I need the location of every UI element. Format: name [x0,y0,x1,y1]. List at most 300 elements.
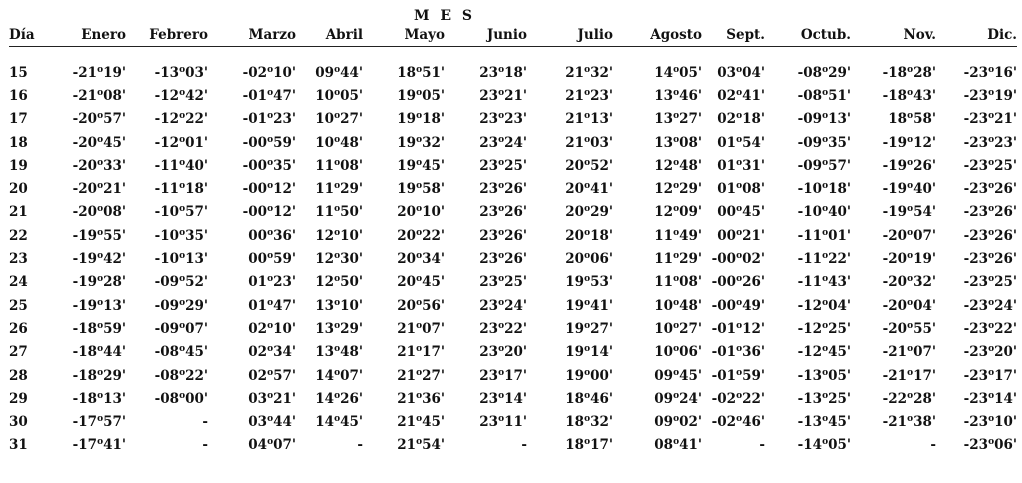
declination-cell: 03$^o$44' [248,414,296,431]
degree-sign: o [988,227,995,238]
declination-cell: -08$^o$29' [797,64,851,81]
degree-sign: o [416,274,423,285]
degree-sign: o [907,181,914,192]
declination-cell: 01$^o$54' [717,134,765,151]
degree-sign: o [736,274,743,285]
column-header-octub: Octub. [765,24,851,47]
degree-sign: o [267,437,274,448]
degree-sign: o [97,204,104,215]
degree-sign: o [584,134,591,145]
table-row [9,224,1017,247]
table-row [9,434,1017,457]
declination-cell: 21$^o$13' [565,111,613,128]
declination-cell: 09$^o$02' [654,414,702,431]
declination-cell: -19$^o$26' [882,157,936,174]
declination-cell: -23$^o$26' [963,251,1017,268]
declination-cell: 10$^o$05' [315,87,363,104]
declination-cell: - [202,414,208,431]
degree-sign: o [673,204,680,215]
table-row [9,317,1017,340]
declination-cell: 23$^o$17' [479,367,527,384]
degree-sign: o [267,227,274,238]
declination-cell: 02$^o$34' [248,344,296,361]
declination-cell: -17$^o$57' [72,414,126,431]
declination-cell: -01$^o$36' [711,344,765,361]
declination-cell: - [357,437,363,454]
column-header-agosto: Agosto [613,24,702,47]
declination-cell: -00$^o$12' [242,204,296,221]
degree-sign: o [334,414,341,425]
declination-cell: 20$^o$52' [565,157,613,174]
declination-cell: -23$^o$16' [963,64,1017,81]
day-cell: 15 [9,64,28,81]
declination-cell: -10$^o$57' [154,204,208,221]
declination-cell: -12$^o$25' [797,320,851,337]
declination-cell: 21$^o$32' [565,64,613,81]
degree-sign: o [584,297,591,308]
declination-cell: -23$^o$17' [963,367,1017,384]
degree-sign: o [988,344,995,355]
declination-cell: 18$^o$51' [397,64,445,81]
degree-sign: o [498,111,505,122]
degree-sign: o [673,157,680,168]
declination-cell: 21$^o$07' [397,320,445,337]
declination-cell: 20$^o$29' [565,204,613,221]
declination-cell: -00$^o$49' [711,297,765,314]
day-cell: 16 [9,87,28,104]
column-header-nov: Nov. [851,24,936,47]
declination-cell: -13$^o$03' [154,64,208,81]
degree-sign: o [498,87,505,98]
declination-cell: 23$^o$21' [479,87,527,104]
degree-sign: o [267,64,274,75]
declination-cell: 12$^o$29' [654,181,702,198]
declination-cell: 18$^o$32' [565,414,613,431]
declination-cell: 01$^o$23' [248,274,296,291]
degree-sign: o [822,414,829,425]
declination-cell: -20$^o$45' [72,134,126,151]
declination-cell: -09$^o$35' [797,134,851,151]
degree-sign: o [822,274,829,285]
degree-sign: o [267,87,274,98]
declination-cell: -19$^o$42' [72,251,126,268]
declination-cell: -19$^o$12' [882,134,936,151]
declination-cell: 19$^o$32' [397,134,445,151]
declination-cell: 23$^o$24' [479,134,527,151]
degree-sign: o [736,390,743,401]
declination-cell: 18$^o$46' [565,390,613,407]
table-row [9,131,1017,154]
degree-sign: o [584,181,591,192]
declination-cell: -20$^o$08' [72,204,126,221]
declination-cell: 19$^o$27' [565,320,613,337]
declination-cell: 19$^o$00' [565,367,613,384]
degree-sign: o [673,274,680,285]
degree-sign: o [334,134,341,145]
day-cell: 23 [9,251,28,268]
degree-sign: o [267,297,274,308]
declination-cell: -12$^o$04' [797,297,851,314]
header-spacer [9,47,1017,62]
declination-cell: 23$^o$22' [479,320,527,337]
degree-sign: o [736,181,743,192]
degree-sign: o [907,111,914,122]
degree-sign: o [267,181,274,192]
declination-cell: 01$^o$47' [248,297,296,314]
degree-sign: o [179,87,186,98]
degree-sign: o [736,414,743,425]
declination-cell: 21$^o$17' [397,344,445,361]
declination-cell: -23$^o$25' [963,274,1017,291]
declination-cell: -23$^o$24' [963,297,1017,314]
table-row [9,108,1017,131]
declination-cell: -11$^o$40' [154,157,208,174]
degree-sign: o [267,157,274,168]
day-cell: 26 [9,320,28,337]
declination-cell: - [759,437,765,454]
degree-sign: o [673,111,680,122]
declination-cell: 19$^o$14' [565,344,613,361]
declination-cell: -18$^o$43' [882,87,936,104]
declination-cell: 14$^o$07' [315,367,363,384]
degree-sign: o [498,181,505,192]
degree-sign: o [416,344,423,355]
declination-cell: - [930,437,936,454]
column-header-julio: Julio [527,24,613,47]
degree-sign: o [179,344,186,355]
column-header-marzo: Marzo [208,24,296,47]
degree-sign: o [736,204,743,215]
declination-cell: -00$^o$12' [242,181,296,198]
degree-sign: o [334,390,341,401]
degree-sign: o [498,320,505,331]
declination-cell: - [202,437,208,454]
degree-sign: o [179,297,186,308]
degree-sign: o [416,134,423,145]
degree-sign: o [584,157,591,168]
degree-sign: o [673,181,680,192]
degree-sign: o [736,134,743,145]
degree-sign: o [267,320,274,331]
degree-sign: o [97,274,104,285]
degree-sign: o [822,111,829,122]
declination-cell: -20$^o$55' [882,320,936,337]
degree-sign: o [673,134,680,145]
table-row [9,341,1017,364]
declination-cell: -23$^o$21' [963,111,1017,128]
column-header-enero: Enero [49,24,126,47]
day-cell: 25 [9,297,28,314]
degree-sign: o [267,274,274,285]
degree-sign: o [97,251,104,262]
degree-sign: o [498,344,505,355]
day-cell: 19 [9,157,28,174]
degree-sign: o [673,390,680,401]
declination-cell: -19$^o$28' [72,274,126,291]
degree-sign: o [822,320,829,331]
declination-cell: 10$^o$27' [654,320,702,337]
day-cell: 18 [9,134,28,151]
declination-cell: 19$^o$53' [565,274,613,291]
degree-sign: o [736,344,743,355]
declination-cell: 20$^o$45' [397,274,445,291]
declination-cell: 10$^o$48' [315,134,363,151]
degree-sign: o [673,437,680,448]
declination-cell: -00$^o$26' [711,274,765,291]
degree-sign: o [584,87,591,98]
table-row [9,61,1017,84]
degree-sign: o [584,227,591,238]
declination-cell: 12$^o$50' [315,274,363,291]
degree-sign: o [498,227,505,238]
degree-sign: o [416,437,423,448]
degree-sign: o [498,414,505,425]
declination-cell: 14$^o$45' [315,414,363,431]
declination-cell: -09$^o$52' [154,274,208,291]
degree-sign: o [179,367,186,378]
degree-sign: o [673,344,680,355]
degree-sign: o [584,320,591,331]
day-cell: 22 [9,227,28,244]
declination-cell: -20$^o$21' [72,181,126,198]
declination-cell: 23$^o$14' [479,390,527,407]
degree-sign: o [416,181,423,192]
declination-cell: -17$^o$41' [72,437,126,454]
degree-sign: o [736,297,743,308]
declination-cell: 21$^o$27' [397,367,445,384]
declination-cell: -00$^o$02' [711,251,765,268]
declination-cell: 12$^o$09' [654,204,702,221]
declination-cell: 14$^o$05' [654,64,702,81]
column-header-dic: Dic. [936,24,1017,47]
declination-cell: -23$^o$10' [963,414,1017,431]
table-row [9,201,1017,224]
declination-cell: 23$^o$18' [479,64,527,81]
declination-cell: -23$^o$06' [963,437,1017,454]
declination-cell: -08$^o$22' [154,367,208,384]
degree-sign: o [334,344,341,355]
declination-cell: -12$^o$42' [154,87,208,104]
declination-cell: 23$^o$25' [479,274,527,291]
degree-sign: o [822,134,829,145]
declination-cell: 23$^o$11' [479,414,527,431]
degree-sign: o [822,390,829,401]
degree-sign: o [988,274,995,285]
degree-sign: o [97,181,104,192]
degree-sign: o [822,437,829,448]
declination-cell: 20$^o$56' [397,297,445,314]
declination-cell: 18$^o$58' [888,111,936,128]
declination-cell: -23$^o$14' [963,390,1017,407]
declination-cell: 10$^o$48' [654,297,702,314]
declination-cell: -10$^o$35' [154,227,208,244]
declination-cell: -09$^o$57' [797,157,851,174]
declination-cell: -23$^o$25' [963,157,1017,174]
degree-sign: o [498,390,505,401]
day-cell: 24 [9,274,28,291]
degree-sign: o [736,157,743,168]
declination-cell: -08$^o$00' [154,390,208,407]
declination-cell: 00$^o$59' [248,251,296,268]
degree-sign: o [907,251,914,262]
declination-cell: 11$^o$49' [654,227,702,244]
day-cell: 30 [9,414,28,431]
declination-cell: 01$^o$31' [717,157,765,174]
declination-cell: 23$^o$26' [479,251,527,268]
declination-cell: -12$^o$45' [797,344,851,361]
degree-sign: o [988,134,995,145]
table-row [9,364,1017,387]
degree-sign: o [416,64,423,75]
header-row [9,24,1017,47]
degree-sign: o [584,274,591,285]
table-row [9,84,1017,107]
degree-sign: o [97,87,104,98]
degree-sign: o [673,251,680,262]
table-row [9,294,1017,317]
degree-sign: o [584,251,591,262]
degree-sign: o [97,227,104,238]
degree-sign: o [334,87,341,98]
degree-sign: o [673,320,680,331]
declination-cell: -19$^o$40' [882,181,936,198]
degree-sign: o [673,87,680,98]
declination-cell: 12$^o$10' [315,227,363,244]
degree-sign: o [267,367,274,378]
declination-cell: 19$^o$18' [397,111,445,128]
degree-sign: o [416,367,423,378]
declination-cell: -02$^o$10' [242,64,296,81]
declination-cell: 02$^o$10' [248,320,296,337]
declination-cell: 02$^o$57' [248,367,296,384]
declination-cell: -19$^o$55' [72,227,126,244]
degree-sign: o [907,320,914,331]
declination-cell: 13$^o$08' [654,134,702,151]
degree-sign: o [267,251,274,262]
declination-cell: -23$^o$19' [963,87,1017,104]
degree-sign: o [736,227,743,238]
declination-cell: 23$^o$25' [479,157,527,174]
declination-cell: 23$^o$26' [479,227,527,244]
degree-sign: o [907,390,914,401]
declination-cell: 11$^o$08' [654,274,702,291]
degree-sign: o [416,157,423,168]
declination-cell: 11$^o$29' [654,251,702,268]
degree-sign: o [498,297,505,308]
declination-cell: 20$^o$10' [397,204,445,221]
degree-sign: o [822,367,829,378]
declination-cell: 09$^o$24' [654,390,702,407]
degree-sign: o [97,111,104,122]
declination-cell: -23$^o$20' [963,344,1017,361]
degree-sign: o [334,367,341,378]
degree-sign: o [988,320,995,331]
declination-cell: 13$^o$48' [315,344,363,361]
table-row [9,387,1017,410]
degree-sign: o [736,320,743,331]
declination-cell: -21$^o$07' [882,344,936,361]
declination-cell: 09$^o$45' [654,367,702,384]
degree-sign: o [822,157,829,168]
degree-sign: o [584,64,591,75]
declination-cell: 19$^o$45' [397,157,445,174]
declination-cell: 23$^o$26' [479,204,527,221]
declination-cell: -09$^o$13' [797,111,851,128]
declination-cell: 11$^o$50' [315,204,363,221]
declination-cell: -20$^o$33' [72,157,126,174]
month-super-header: M E S [414,8,476,24]
column-header-day: Día [9,24,49,47]
degree-sign: o [179,111,186,122]
declination-cell: 23$^o$26' [479,181,527,198]
declination-cell: 20$^o$06' [565,251,613,268]
degree-sign: o [97,320,104,331]
table-row [9,177,1017,200]
declination-cell: 23$^o$20' [479,344,527,361]
declination-cell: 14$^o$26' [315,390,363,407]
degree-sign: o [97,344,104,355]
declination-cell: -20$^o$57' [72,111,126,128]
degree-sign: o [822,204,829,215]
declination-cell: -23$^o$26' [963,204,1017,221]
declination-cell: 20$^o$18' [565,227,613,244]
declination-cell: 12$^o$30' [315,251,363,268]
declination-cell: -18$^o$28' [882,64,936,81]
degree-sign: o [736,111,743,122]
declination-cell: 21$^o$54' [397,437,445,454]
degree-sign: o [97,414,104,425]
declination-cell: -11$^o$43' [797,274,851,291]
declination-cell: -09$^o$07' [154,320,208,337]
degree-sign: o [97,367,104,378]
declination-cell: -18$^o$13' [72,390,126,407]
day-cell: 17 [9,111,28,128]
degree-sign: o [97,64,104,75]
degree-sign: o [416,227,423,238]
degree-sign: o [498,367,505,378]
degree-sign: o [334,157,341,168]
table-body [9,47,1017,458]
degree-sign: o [334,204,341,215]
degree-sign: o [498,204,505,215]
degree-sign: o [988,390,995,401]
degree-sign: o [822,251,829,262]
declination-cell: -19$^o$13' [72,297,126,314]
declination-cell: -01$^o$12' [711,320,765,337]
declination-cell: 20$^o$41' [565,181,613,198]
degree-sign: o [179,157,186,168]
degree-sign: o [584,111,591,122]
degree-sign: o [416,297,423,308]
degree-sign: o [988,157,995,168]
declination-cell: -00$^o$35' [242,157,296,174]
declination-cell: -10$^o$18' [797,181,851,198]
declination-cell: 09$^o$44' [315,64,363,81]
degree-sign: o [179,390,186,401]
declination-cell: 23$^o$23' [479,111,527,128]
degree-sign: o [498,64,505,75]
degree-sign: o [267,344,274,355]
degree-sign: o [584,344,591,355]
declination-cell: -10$^o$40' [797,204,851,221]
day-cell: 20 [9,181,28,198]
declination-cell: -11$^o$01' [797,227,851,244]
degree-sign: o [988,297,995,308]
declination-cell: 03$^o$21' [248,390,296,407]
degree-sign: o [97,134,104,145]
declination-cell: 03$^o$04' [717,64,765,81]
declination-cell: 12$^o$48' [654,157,702,174]
